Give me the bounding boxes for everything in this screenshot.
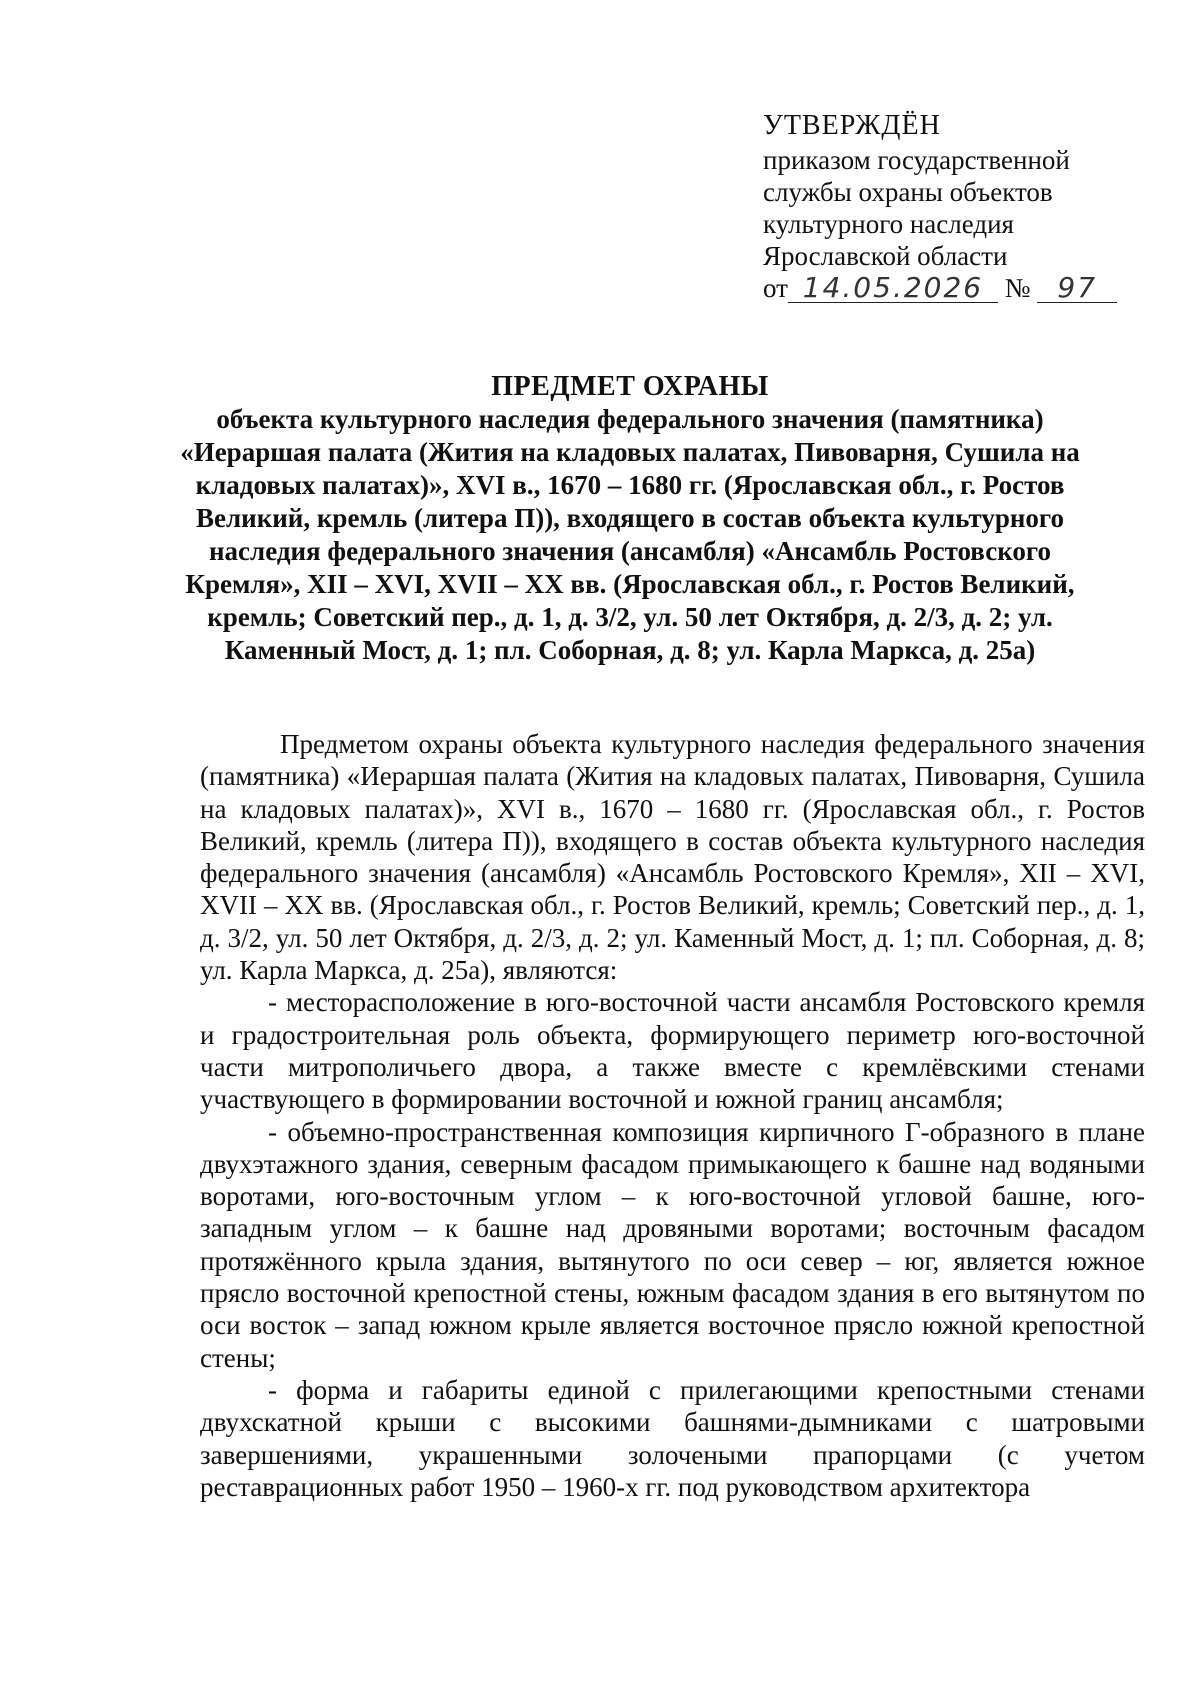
number-label: №	[1004, 273, 1031, 303]
approved-heading: УТВЕРЖДЁН	[763, 110, 941, 141]
from-label: от	[763, 273, 788, 303]
approval-line-2: службы охраны объектов	[763, 177, 1053, 207]
approval-line-4: Ярославской области	[763, 241, 1008, 271]
order-date-number-line	[763, 272, 1163, 304]
intro-paragraph: Предметом охраны объекта культурного наследия федерального значения (памятника) «Иераршая палата (Жития на кладовых палатах, Пивоварня, Сушила на кладовых палатах)», XVI в., 1670 – 1680 гг. (Ярославская обл., г. Ростов Великий, кремль (литера П)), входящего в состав объекта культурного наследия федерального значения (ансамбля) «Ансамбль Ростовского Кремля», XII – XVI, XVII – XX вв. (Ярославская обл., г. Ростов Великий, кремль; Советский пер., д. 1, д. 3/2, ул. 50 лет Октября, д. 2/3, д. 2; ул. Каменный Мост, д. 1; пл. Соборная, д. 8; ул. Карла Маркса, д. 25а), являются:	[200, 729, 1145, 986]
document-title: ПРЕДМЕТ ОХРАНЫ	[491, 371, 769, 402]
document-title-block	[180, 370, 1080, 667]
document-body	[200, 728, 1145, 1503]
handwritten-date: 14.05.2026	[788, 274, 998, 303]
approval-line-1: приказом государственной	[763, 145, 1070, 175]
approval-line-3: культурного наследия	[763, 209, 1014, 239]
list-item: - месторасположение в юго-восточной части ансамбля Ростовского кремля и градостроительная роль объекта, формирующего периметр юго-восточной части митрополичьего двора, а также вместе с кремлёвскими стенами участвующего в формировании восточной и южной границ ансамбля;	[200, 987, 1145, 1115]
list-item: - форма и габариты единой с прилегающими крепостными стенами двухскатной крыши с высокими башнями-дымниками с шатровыми завершениями, украшенными золочеными прапорцами (с учетом реставрационных работ 1950 – 1960-х гг. под руководством архитектора	[200, 1374, 1145, 1502]
approval-stamp-block	[763, 110, 1163, 304]
handwritten-number: 97	[1037, 274, 1117, 303]
document-subtitle: объекта культурного наследия федерального значения (памятника) «Иераршая палата (Жития на кладовых палатах, Пивоварня, Сушила на кладовых палатах)», XVI в., 1670 – 1680 гг. (Ярославская обл., г. Ростов Великий, кремль (литера П)), входящего в состав объекта культурного наследия федерального значения (ансамбля) «Ансамбль Ростовского Кремля», XII – XVI, XVII – XX вв. (Ярославская обл., г. Ростов Великий, кремль; Советский пер., д. 1, д. 3/2, ул. 50 лет Октября, д. 2/3, д. 2; ул. Каменный Мост, д. 1; пл. Соборная, д. 8; ул. Карла Маркса, д. 25а)	[180, 404, 1080, 665]
list-item: - объемно-пространственная композиция кирпичного Г-образного в плане двухэтажного здания, северным фасадом примыкающего к башне над водяными воротами, юго-восточным углом – к юго-восточной угловой башне, юго-западным углом – к башне над дровяными воротами; восточным фасадом протяжённого крыла здания, вытянутого по оси север – юг, является южное прясло восточной крепостной стены, южным фасадом здания в его вытянутом по оси восток – запад южном крыле является восточное прясло южной крепостной стены;	[200, 1116, 1145, 1373]
